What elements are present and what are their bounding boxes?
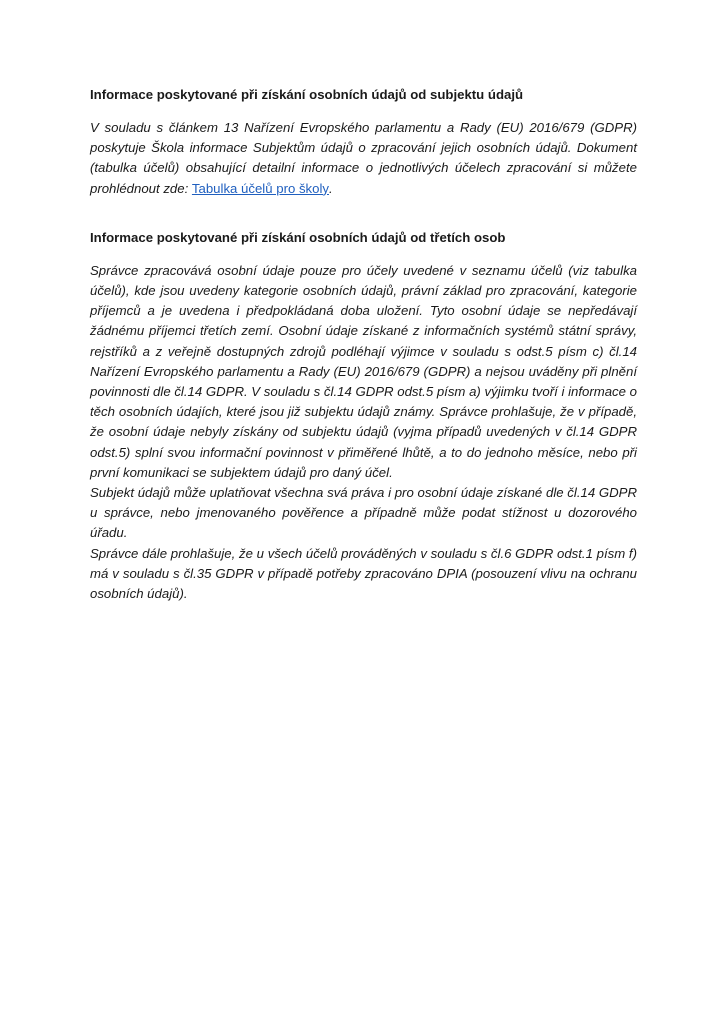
third-party-paragraph-2: Subjekt údajů může uplatňovat všechna svá práva i pro osobní údaje získané dle čl.14 GDPR u správce, nebo jmenovaného pověřence a případně může podat stížnost u dozorového úřadu. <box>90 485 637 541</box>
purpose-table-link[interactable]: Tabulka účelů pro školy <box>191 180 329 196</box>
section-title-third-party-data: Informace poskytované při získání osobních údajů od třetích osob <box>90 229 506 245</box>
paragraph-text: V souladu s článkem 13 Nařízení Evropského parlamentu a Rady (EU) 2016/679 (GDPR) poskytuje Škola informace Subjektům údajů o zpracování jejich osobních údajů. Dokument (tabulka účelů) obsahující detailní informace o jednotlivých účelech zpracování si můžete prohlédnout zde: <box>90 120 637 196</box>
paragraph-end: . <box>329 180 333 196</box>
document-page <box>90 86 637 604</box>
third-party-paragraph-1: Správce zpracovává osobní údaje pouze pro účely uvedené v seznamu účelů (viz tabulka účelů), kde jsou uvedeny kategorie osobních údajů, právní základ pro zpracování, kategorie příjemců a je uvedena i předpokládaná doba uložení. Tyto osobní údaje se nepředávají žádnému příjemci třetích zemí. Osobní údaje získané z informačních systémů státní správy, rejstříků a z veřejně dostupných zdrojů podléhají výjimce v souladu s odst.5 písm c) čl.14 Nařízení Evropského parlamentu a Rady (EU) 2016/679 (GDPR) a nejsou uváděny při plnění povinnosti dle čl.14 GDPR. V souladu s čl.14 GDPR odst.5 písm a) výjimku tvoří i informace o těch osobních údajích, které jsou již subjektu údajů známy. Správce prohlašuje, že v případě, že osobní údaje nebyly získány od subjektu údajů (vyjma případů uvedených v čl.14 GDPR odst.5) splní svou informační povinnost v přiměřené lhůtě, a to do jednoho měsíce, nebo při první komunikaci se subjektem údajů pro daný účel. <box>90 262 637 480</box>
section-title-subject-data: Informace poskytované při získání osobních údajů od subjektu údajů <box>90 87 524 102</box>
third-party-paragraph-3: Správce dále prohlašuje, že u všech účelů prováděných v souladu s čl.6 GDPR odst.1 písm f) má v souladu s čl.35 GDPR v případě potřeby zpracováno DPIA (posouzení vlivu na ochranu osobních údajů). <box>90 545 637 602</box>
section-paragraph-subject-data <box>90 118 637 199</box>
